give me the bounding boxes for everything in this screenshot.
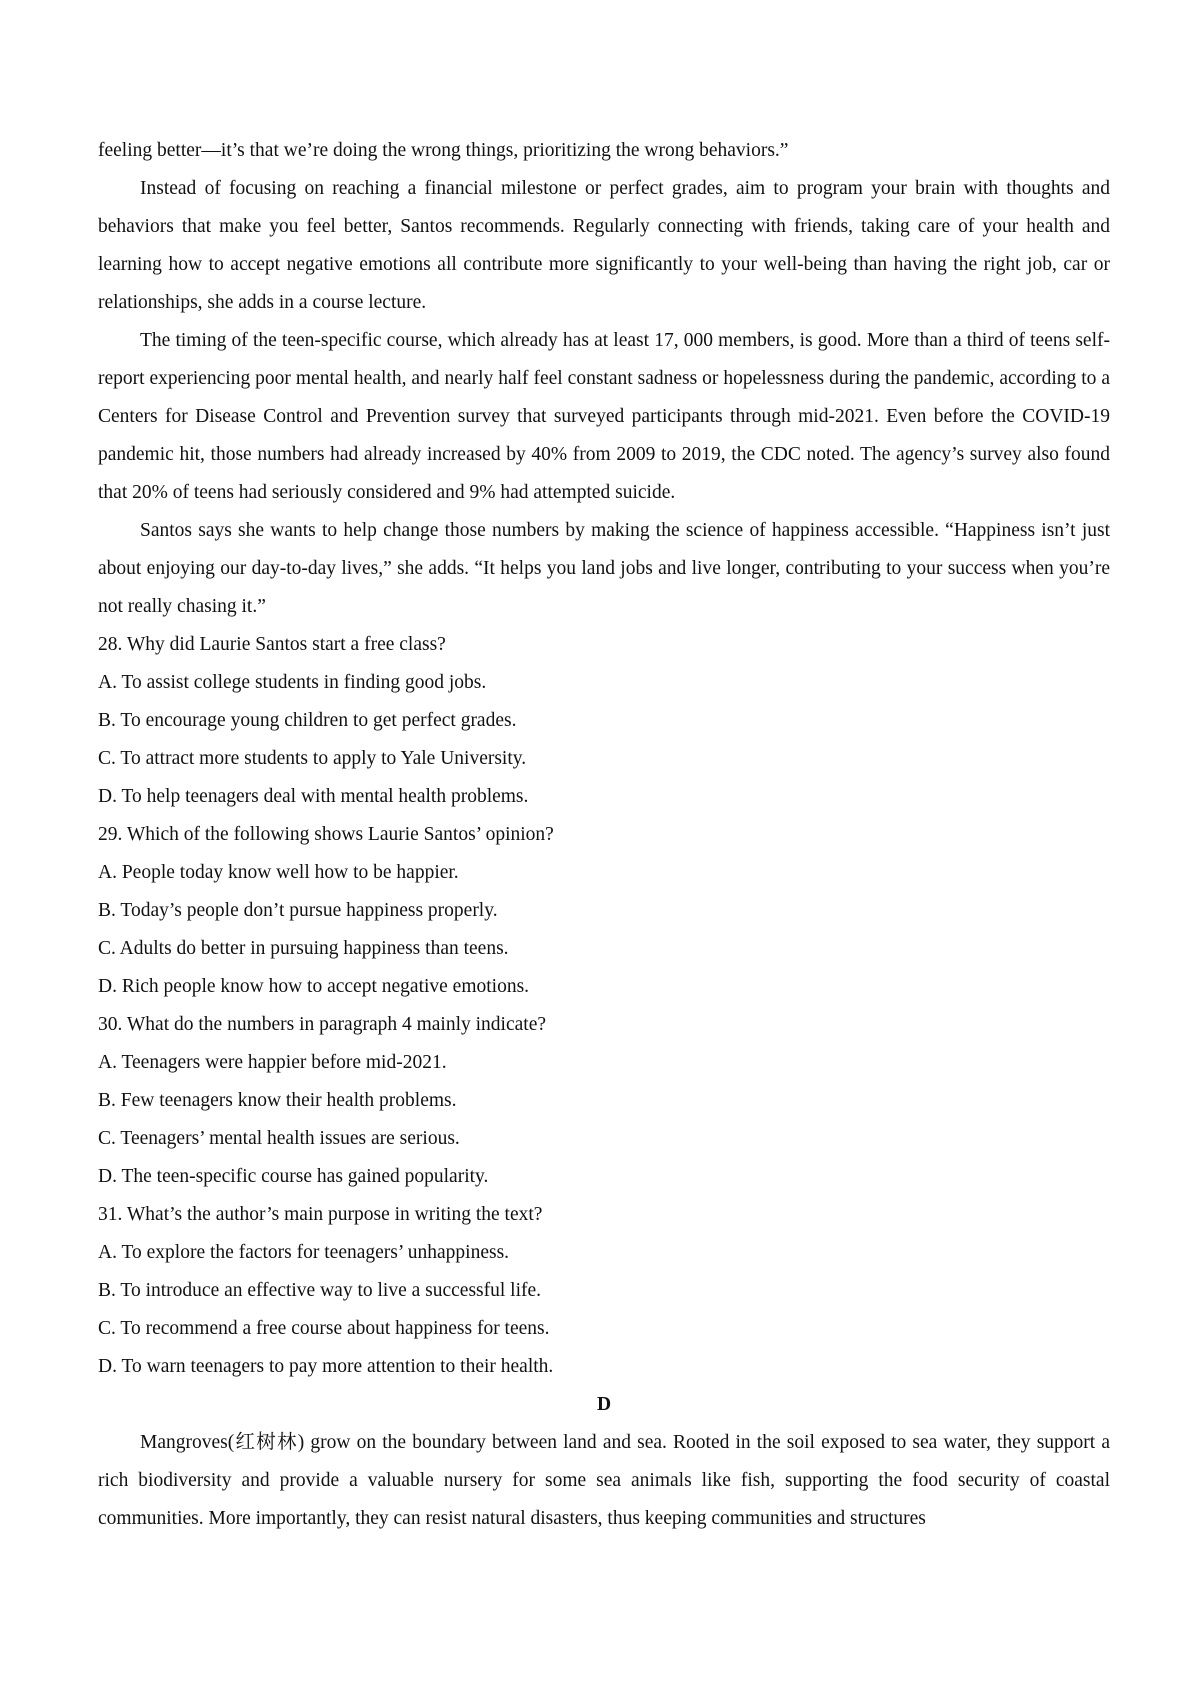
answer-option: A. People today know well how to be happier. <box>98 862 459 883</box>
answer-option: B. To encourage young children to get perfect grades. <box>98 710 517 731</box>
answer-option: D. The teen-specific course has gained popularity. <box>98 1166 489 1187</box>
passage-c <box>98 132 1110 626</box>
answer-option: B. Few teenagers know their health problems. <box>98 1090 457 1111</box>
answer-option: B. Today’s people don’t pursue happiness properly. <box>98 900 498 921</box>
question-stem: 31. What’s the author’s main purpose in writing the text? <box>98 1204 543 1225</box>
paragraph: Santos says she wants to help change those numbers by making the science of happiness accessible. “Happiness isn’t just about enjoying our day-to-day lives,” she adds. “It helps you land jobs and live longer, contributing to your success when you’re not really chasing it.” <box>98 520 1110 617</box>
question-stem: 29. Which of the following shows Laurie Santos’ opinion? <box>98 824 554 845</box>
paragraph: Instead of focusing on reaching a financial milestone or perfect grades, aim to program your brain with thoughts and behaviors that make you feel better, Santos recommends. Regularly connecting with friends, taking care of your health and learning how to accept negative emotions all contribute more significantly to your well-being than having the right job, car or relationships, she adds in a course lecture. <box>98 178 1110 313</box>
answer-option: D. Rich people know how to accept negative emotions. <box>98 976 530 997</box>
answer-option: C. Teenagers’ mental health issues are serious. <box>98 1128 460 1149</box>
section-heading: D <box>596 1394 612 1415</box>
question-31 <box>98 1196 1110 1386</box>
answer-option: A. To explore the factors for teenagers’ unhappiness. <box>98 1242 510 1263</box>
passage-d <box>98 1386 1110 1538</box>
answer-option: C. Adults do better in pursuing happiness than teens. <box>98 938 509 959</box>
answer-option: C. To recommend a free course about happiness for teens. <box>98 1318 550 1339</box>
paragraph-continuation: feeling better—it’s that we’re doing the wrong things, prioritizing the wrong behaviors.” <box>98 140 789 161</box>
exam-page <box>98 132 1110 1538</box>
question-30 <box>98 1006 1110 1196</box>
question-stem: 28. Why did Laurie Santos start a free class? <box>98 634 446 655</box>
answer-option: D. To warn teenagers to pay more attention to their health. <box>98 1356 554 1377</box>
answer-option: A. To assist college students in finding good jobs. <box>98 672 487 693</box>
question-29 <box>98 816 1110 1006</box>
answer-option: B. To introduce an effective way to live a successful life. <box>98 1280 542 1301</box>
question-list <box>98 626 1110 1386</box>
question-28 <box>98 626 1110 816</box>
answer-option: D. To help teenagers deal with mental health problems. <box>98 786 529 807</box>
paragraph: The timing of the teen-specific course, which already has at least 17, 000 members, is good. More than a third of teens self-report experiencing poor mental health, and nearly half feel constant sadness or hopelessness during the pandemic, according to a Centers for Disease Control and Prevention survey that surveyed participants through mid-2021. Even before the COVID-19 pandemic hit, those numbers had already increased by 40% from 2009 to 2019, the CDC noted. The agency’s survey also found that 20% of teens had seriously considered and 9% had attempted suicide. <box>98 330 1110 503</box>
answer-option: C. To attract more students to apply to Yale University. <box>98 748 527 769</box>
question-stem: 30. What do the numbers in paragraph 4 mainly indicate? <box>98 1014 547 1035</box>
paragraph: Mangroves(红树林) grow on the boundary between land and sea. Rooted in the soil exposed to sea water, they support a rich biodiversity and provide a valuable nursery for some sea animals like fish, supporting the food security of coastal communities. More importantly, they can resist natural disasters, thus keeping communities and structures <box>98 1432 1110 1529</box>
answer-option: A. Teenagers were happier before mid-2021. <box>98 1052 447 1073</box>
